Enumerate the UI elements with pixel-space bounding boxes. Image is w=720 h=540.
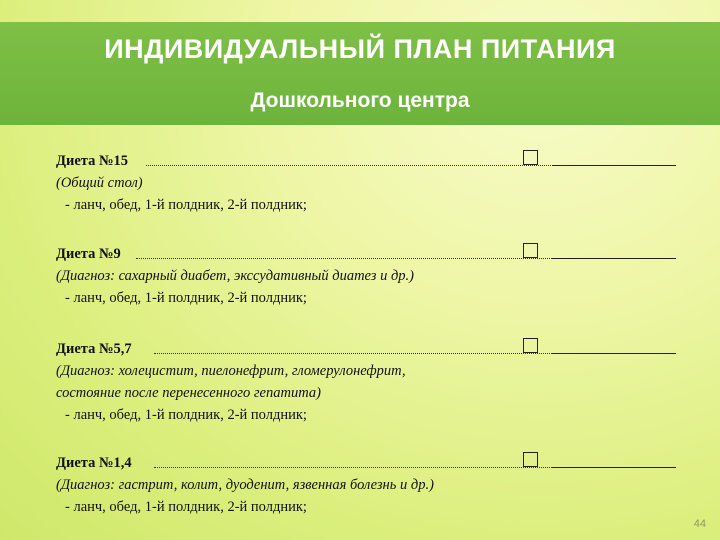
- diet-meals: - ланч, обед, 1-й полдник, 2-й полдник;: [65, 407, 307, 423]
- diet-title: Диета №5,7: [56, 341, 132, 357]
- diet-title: Диета №9: [56, 246, 121, 262]
- diet-entry: [56, 150, 686, 216]
- signature-line: [552, 353, 676, 354]
- diet-title-line: [56, 243, 686, 265]
- diet-entry: [56, 452, 686, 518]
- diet-description: (Общий стол): [56, 175, 143, 191]
- dotted-leader: [146, 165, 573, 166]
- diet-checkbox[interactable]: [523, 452, 538, 467]
- dotted-leader: [154, 467, 572, 468]
- diet-checkbox[interactable]: [523, 338, 538, 353]
- diet-title-line: [56, 150, 686, 172]
- page-title: ИНДИВИДУАЛЬНЫЙ ПЛАН ПИТАНИЯ: [104, 34, 616, 64]
- diet-entry: [56, 243, 686, 309]
- diet-description: (Диагноз: сахарный диабет, экссудативный диатез и др.): [56, 268, 414, 284]
- signature-line: [552, 258, 676, 259]
- signature-line: [552, 165, 676, 166]
- diet-entry: [56, 338, 686, 426]
- diet-title: Диета №15: [56, 153, 129, 169]
- dotted-leader: [136, 258, 570, 259]
- diet-description: состояние после перенесенного гепатита): [56, 385, 321, 401]
- page-subtitle: Дошкольного центра: [250, 89, 470, 112]
- diet-checkbox[interactable]: [523, 150, 538, 165]
- diet-meals: - ланч, обед, 1-й полдник, 2-й полдник;: [65, 197, 307, 213]
- signature-line: [552, 467, 676, 468]
- diet-description: (Диагноз: гастрит, колит, дуоденит, язвенная болезнь и др.): [56, 477, 434, 493]
- header-banner: [0, 22, 720, 125]
- diet-meals: - ланч, обед, 1-й полдник, 2-й полдник;: [65, 499, 307, 515]
- diet-title: Диета №1,4: [56, 455, 132, 471]
- diet-title-line: [56, 338, 686, 360]
- diet-checkbox[interactable]: [523, 243, 538, 258]
- page-number: 44: [693, 518, 706, 530]
- diet-meals: - ланч, обед, 1-й полдник, 2-й полдник;: [65, 290, 307, 306]
- diet-description: (Диагноз: холецистит, пиелонефрит, гломерулонефрит,: [56, 363, 406, 379]
- diet-title-line: [56, 452, 686, 474]
- dotted-leader: [154, 353, 572, 354]
